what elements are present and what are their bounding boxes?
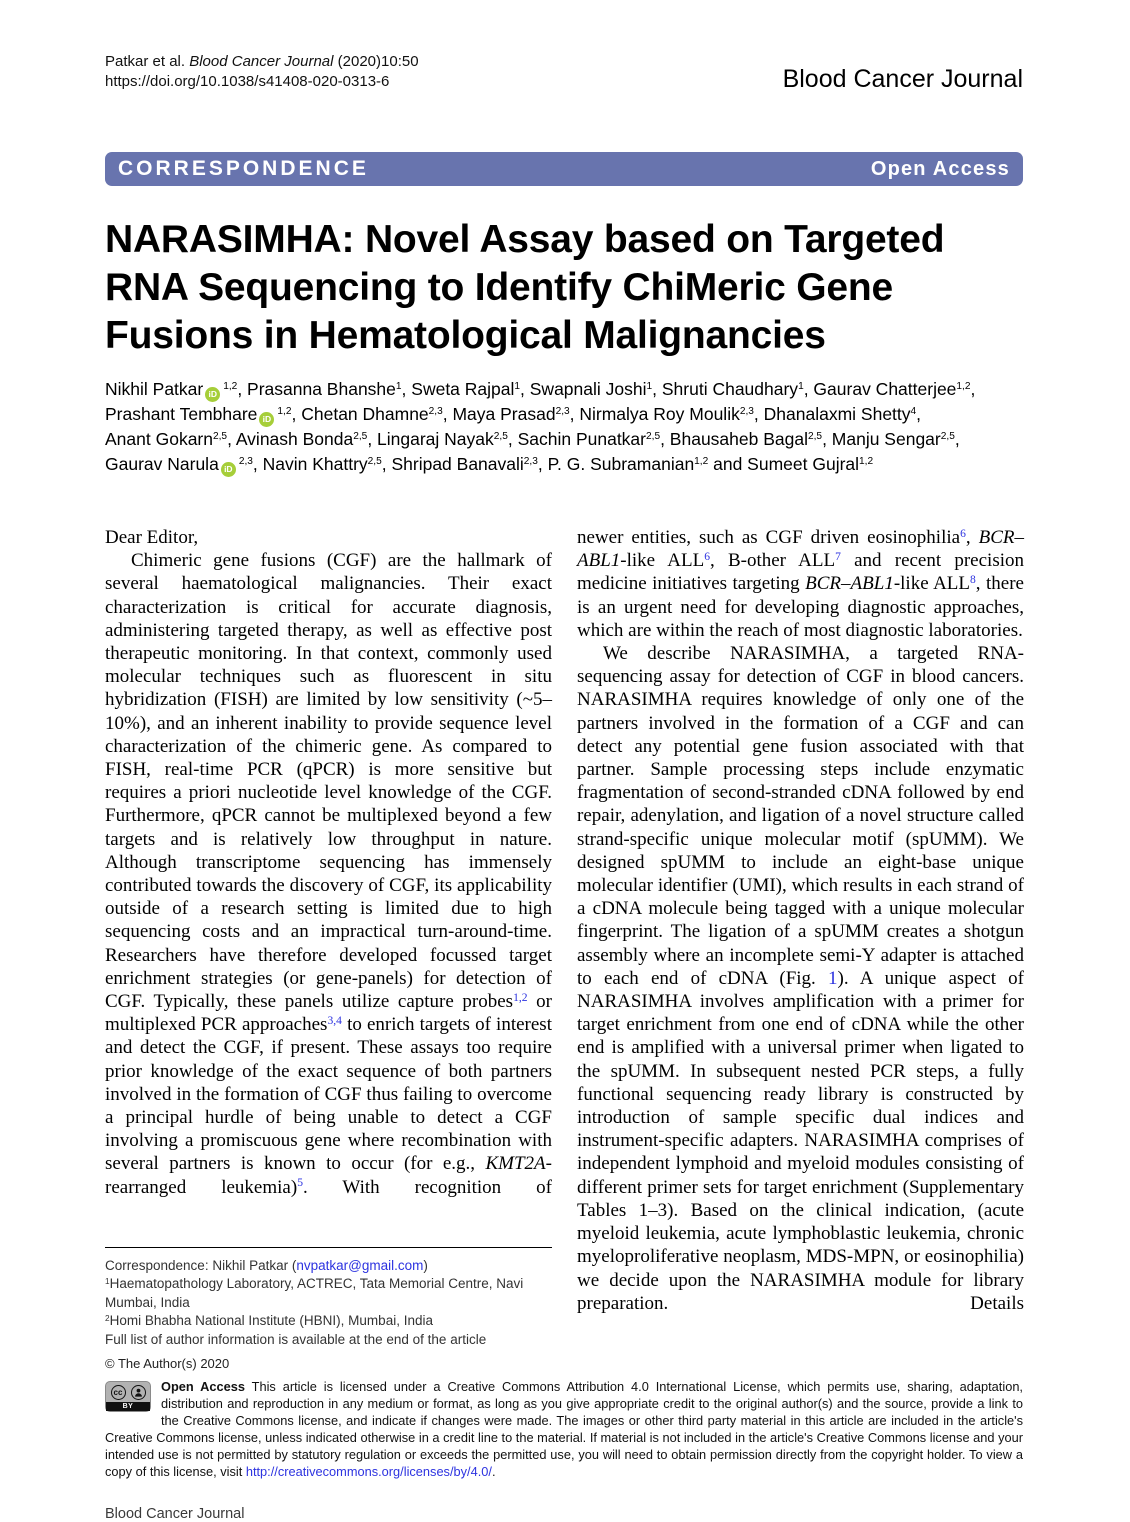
copyright-line: © The Author(s) 2020 [105, 1356, 230, 1372]
email-link[interactable]: nvpatkar@gmail.com [296, 1257, 424, 1273]
citation: Patkar et al. Blood Cancer Journal (2020)10:50 [105, 53, 419, 70]
author-line-2: Prashant Tembhare iD$^{1,2}$, Chetan Dhamne$^{2,3}$, Maya Prasad$^{2,3}$, Nirmalya Roy Moulik$^{2,3}$, Dhanalaxmi Shetty$^4$, [105, 402, 1023, 427]
section-label: CORRESPONDENCE [118, 157, 369, 180]
orcid-icon[interactable]: iD [221, 462, 236, 477]
right-column [577, 526, 1024, 1349]
ref-3-4[interactable]: 3,4 [327, 1013, 342, 1027]
ref-7[interactable]: 7 [835, 549, 841, 563]
license-text: Open Access This article is licensed under a Creative Commons Attribution 4.0 International License, which permits use, sharing, adaptation, distribution and reproduction in any medium or format, as long as you give appropriate credit to the original author(s) and the source, provide a link to the Creative Commons license, and indicate if changes were made. The images or other third party material in this article are included in the article's Creative Commons license, unless indicated otherwise in a credit line to the material. If material is not included in the article's Creative Commons license and your intended use is not permitted by statutory regulation or exceeds the permitted use, you will need to obtain permission directly from the copyright holder. To view a copy of this license, visit http://creativecommons.org/licenses/by/4.0/. [105, 1379, 1023, 1480]
cc-badge-icons [106, 1382, 150, 1402]
article-body [105, 526, 1023, 1349]
author-line-3: Anant Gokarn$^{2,5}$, Avinash Bonda$^{2,5}$, Lingaraj Nayak$^{2,5}$, Sachin Punatkar$^{2,5}$, Bhausaheb Bagal$^{2,5}$, Manju Sengar$^{2,5}$, [105, 429, 960, 449]
author-line-4: Gaurav Narula iD$^{2,3}$, Navin Khattry$^{2,5}$, Shripad Banavali$^{2,3}$, P. G. Subramanian$^{1,2}$ and Sumeet Gujral$^{1,2}$ [105, 452, 1023, 477]
article-title: NARASIMHA: Novel Assay based on Targeted RNA Sequencing to Identify ChiMeric Gene Fusions in Hematological Malignancies [105, 218, 945, 357]
affiliation-1: $^1$Haematopathology Laboratory, ACTREC, Tata Memorial Centre, Navi Mumbai, India [105, 1276, 524, 1310]
orcid-icon[interactable]: iD [205, 387, 220, 402]
orcid-icon[interactable]: iD [259, 412, 274, 427]
license-block [105, 1355, 1023, 1480]
doi: https://doi.org/10.1038/s41408-020-0313-6 [105, 73, 390, 90]
person-icon [131, 1385, 146, 1400]
ref-6[interactable]: 6 [960, 526, 966, 540]
body-paragraph-3: We describe NARASIMHA, a targeted RNA-sequencing assay for detection of CGF in blood cancers. NARASIMHA requires knowledge of only one of the partners involved in the formation of a CGF and can detect any potential gene fusion associated with that partner. Sample processing steps include enzymatic fragmentation of second-stranded cDNA followed by end repair, adenylation, and ligation of a novel structure called strand-specific unique molecular motif (spUMM). We designed spUMM to include an eight-base unique molecular identifier (UMI), which results in each strand of a cDNA molecule being tagged with a unique molecular fingerprint. The ligation of a spUMM creates a shotgun assembly where an incomplete semi-Y adapter is attached to each end of cDNA (Fig. 1). A unique aspect of NARASIMHA involves amplification with a primer for target enrichment from one end of cDNA while the other end is amplified with a universal primer when ligated to the spUMM. In subsequent nested PCR steps, a fully functional sequencing ready library is constructed by introduction of sample specific dual indices and instrument-specific adapters. NARASIMHA comprises of independent lymphoid and myeloid modules consisting of different primer sets for target enrichment (Supplementary Tables 1–3). Based on the clinical indication, (acute myeloid leukemia, acute lymphoblastic leukemia, chronic myeloproliferative neoplasm, MDS-MPN, or eosinophilia) we decide upon the NARASIMHA module for library preparation. Details [577, 643, 1025, 1314]
ref-1-2[interactable]: 1,2 [513, 990, 528, 1004]
correspondence-line: Correspondence: Nikhil Patkar (nvpatkar@gmail.com) [105, 1257, 428, 1273]
open-access-label: Open Access [870, 157, 1010, 180]
journal-name: Blood Cancer Journal [782, 65, 1023, 93]
body-paragraph-1: Chimeric gene fusions (CGF) are the hallmark of several haematological malignancies. Their exact characterization is critical for accurate diagnosis, administering targeted therapy, as well as effective post therapeutic monitoring. In that context, commonly used molecular techniques such as fluorescent in situ hybridization (FISH) are limited by low sensitivity (~5–10%), and an inherent inability to provide sequence level characterization of the chimeric gene. As compared to FISH, real-time PCR (qPCR) is more sensitive but requires a priori nucleotide level knowledge of the CGF. Furthermore, qPCR cannot be multiplexed beyond a few targets and is relatively low throughput in nature. Although transcriptome sequencing has immensely contributed towards the discovery of CGF, its applicability outside of a research setting is limited due to high sequencing costs and an impractical turn-around-time. Researchers have therefore developed focussed target enrichment strategies (or gene-panels) for detection of CGF. Typically, these panels utilize capture probes$^{1,2}$ or multiplexed PCR approaches$^{3,4}$ to enrich targets of interest and detect the CGF, if present. These assays too require prior knowledge of the exact sequence of both partners involved in the formation of CGF thus failing to overcome a principal hurdle of being unable to detect a CGF involving a promiscuous gene where recombination with several partners is known to occur (for e.g., KMT2A-rearranged leukemia)$^5$. With recognition of [105, 550, 553, 1198]
cc-by-badge[interactable] [105, 1381, 151, 1412]
cc-license-link[interactable]: http://creativecommons.org/licenses/by/4.0/ [245, 1464, 492, 1480]
cc-icon-label: cc [113, 1387, 123, 1397]
license-body [105, 1378, 1023, 1480]
cc-by-label: BY [106, 1402, 150, 1411]
fig-1-link[interactable]: 1 [828, 967, 838, 989]
author-list [105, 377, 1023, 477]
left-column [105, 526, 552, 1349]
author-line-1: Nikhil Patkar iD$^{1,2}$, Prasanna Bhanshe$^1$, Sweta Rajpal$^1$, Swapnali Joshi$^1$, Shruti Chaudhary$^1$, Gaurav Chatterjee$^{1,2}$, [105, 377, 1023, 402]
author-info-note: Full list of author information is available at the end of the article [105, 1331, 487, 1347]
ref-5[interactable]: 5 [297, 1176, 303, 1190]
citation-block [105, 52, 419, 92]
affiliation-2: $^2$Homi Bhabha National Institute (HBNI), Mumbai, India [105, 1313, 433, 1329]
footnotes-block [105, 1247, 552, 1350]
body-paragraph-2: newer entities, such as CGF driven eosinophilia$^6$, BCR–ABL1-like ALL$^6$, B-other ALL$^7$ and recent precision medicine initiatives targeting BCR–ABL1-like ALL$^8$, there is an urgent need for developing diagnostic approaches, which are within the reach of most diagnostic laboratories. [577, 526, 1024, 641]
ref-6[interactable]: 6 [704, 549, 710, 563]
ref-8[interactable]: 8 [970, 573, 976, 587]
page-header [105, 52, 1023, 92]
page-footer-journal: Blood Cancer Journal [105, 1506, 245, 1522]
section-banner [105, 152, 1023, 186]
cc-icon [111, 1385, 126, 1400]
salutation: Dear Editor, [105, 527, 199, 548]
